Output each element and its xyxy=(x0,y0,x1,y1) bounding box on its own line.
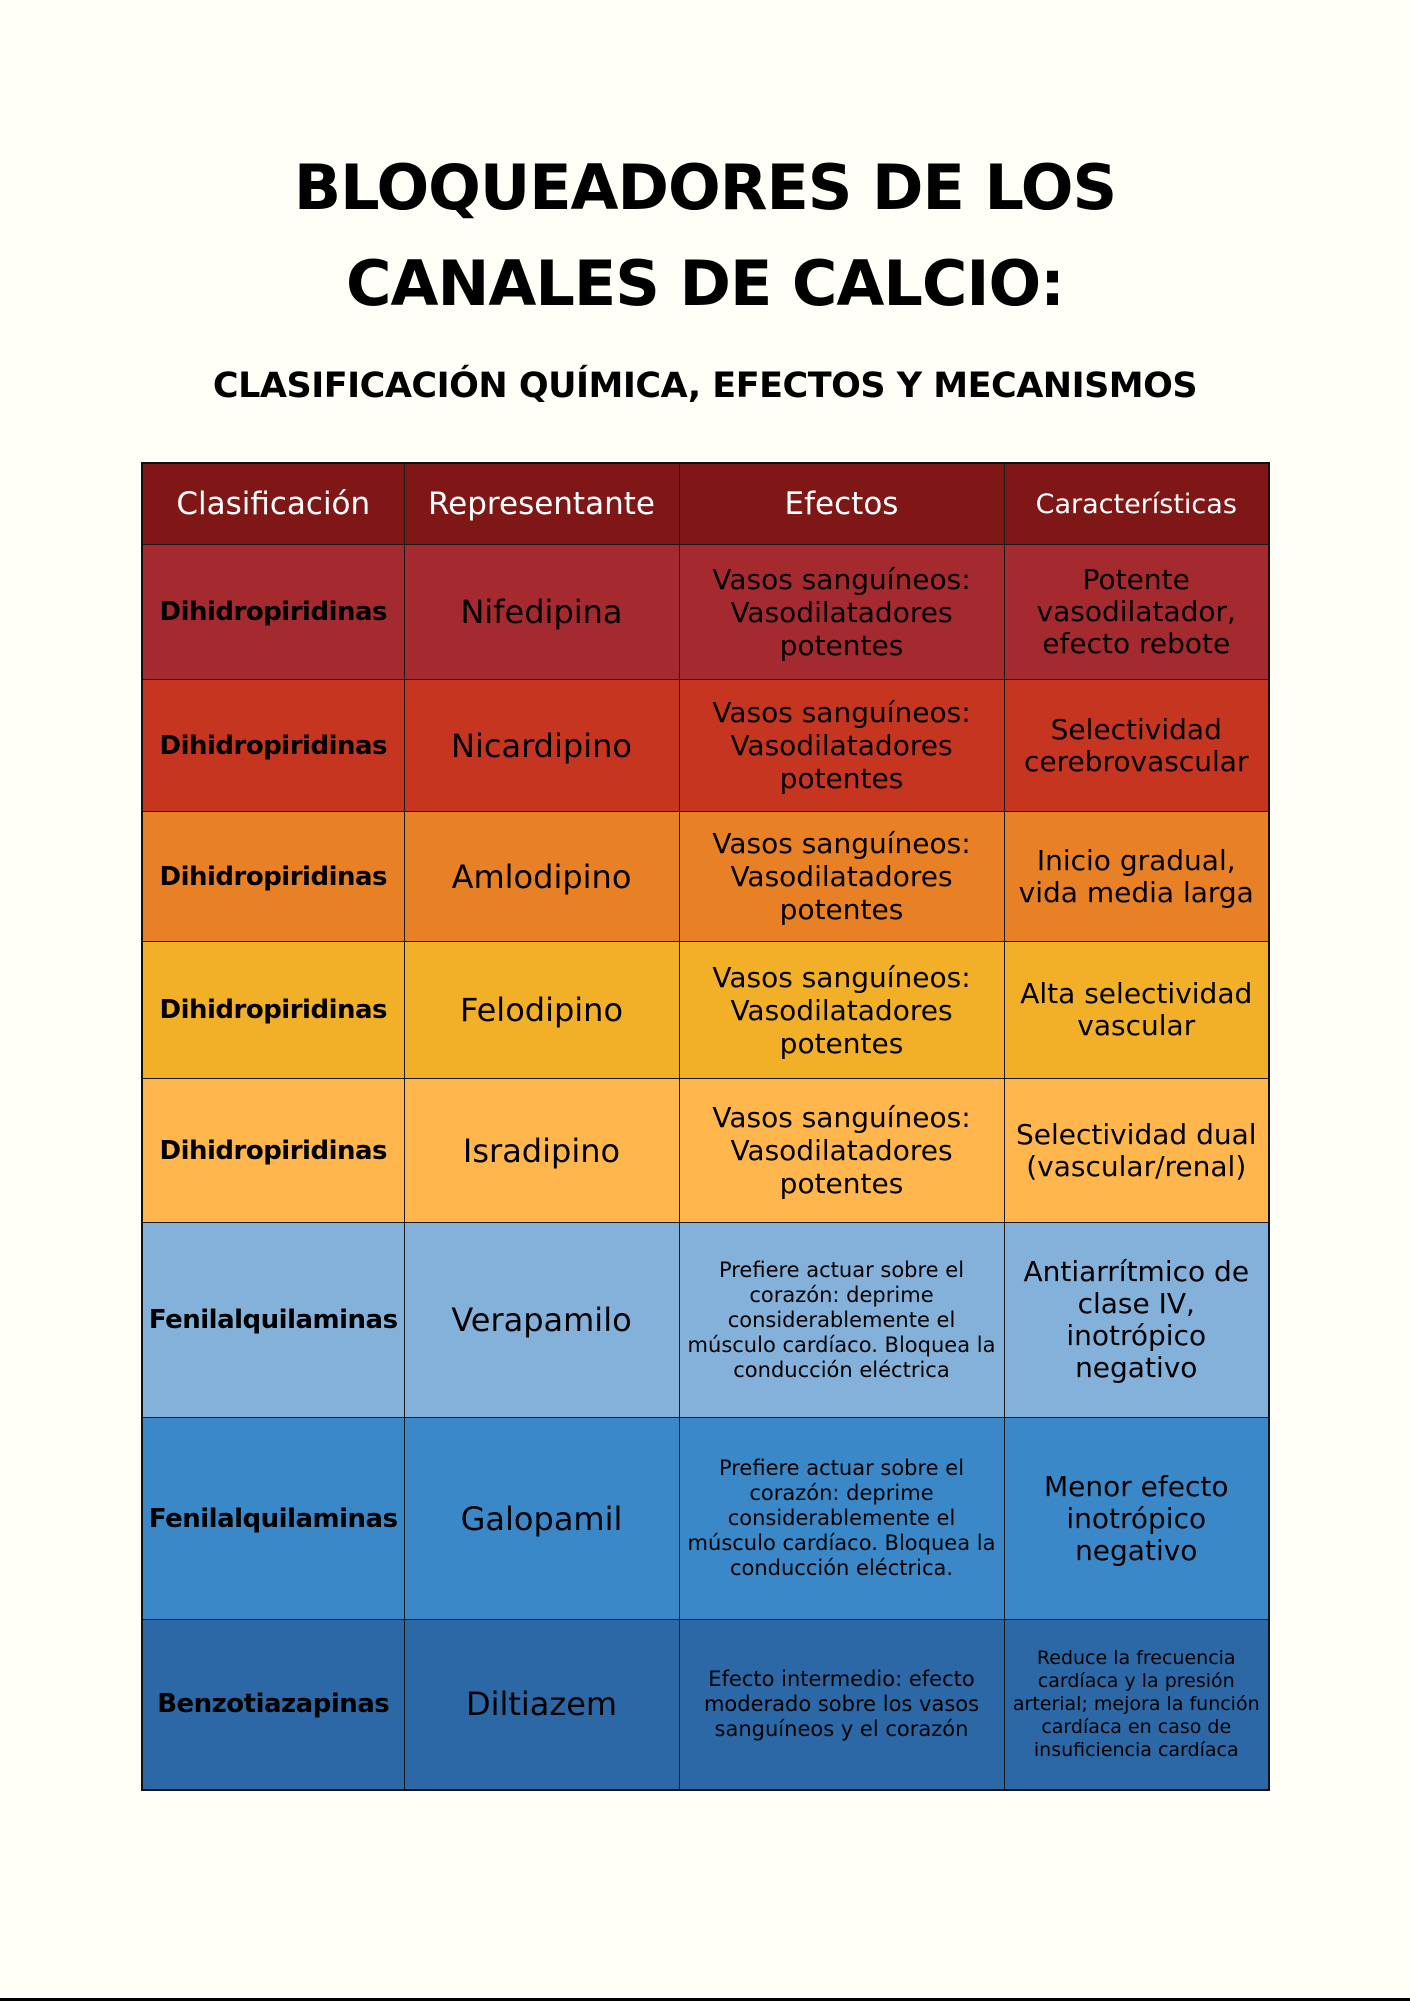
efectos-cell: Prefiere actuar sobre el corazón: deprime considerablemente el músculo cardíaco. Bloquea la conducción eléctrica. xyxy=(679,1418,1004,1620)
representante-cell: Nifedipina xyxy=(404,545,679,680)
clasificacion-cell: Dihidropiridinas xyxy=(142,812,404,942)
caracteristicas-cell: Selectividad dual (vascular/renal) xyxy=(1004,1079,1269,1223)
header-representante: Representante xyxy=(404,463,679,545)
representante-cell: Amlodipino xyxy=(404,812,679,942)
clasificacion-cell: Benzotiazapinas xyxy=(142,1620,404,1790)
representante-cell: Verapamilo xyxy=(404,1223,679,1418)
representante-cell: Nicardipino xyxy=(404,680,679,812)
header-clasificacion: Clasificación xyxy=(142,463,404,545)
efectos-cell: Vasos sanguíneos: Vasodilatadores potentes xyxy=(679,942,1004,1079)
clasificacion-cell: Dihidropiridinas xyxy=(142,545,404,680)
efectos-cell: Vasos sanguíneos: Vasodilatadores potentes xyxy=(679,812,1004,942)
caracteristicas-cell: Menor efecto inotrópico negativo xyxy=(1004,1418,1269,1620)
representante-cell: Diltiazem xyxy=(404,1620,679,1790)
caracteristicas-cell: Reduce la frecuencia cardíaca y la presión arterial; mejora la función cardíaca en caso de insuficiencia cardíaca xyxy=(1004,1620,1269,1790)
table-row xyxy=(142,942,1269,1079)
caracteristicas-cell: Potente vasodilatador, efecto rebote xyxy=(1004,545,1269,680)
calcium-channel-blockers-table xyxy=(141,462,1270,1791)
clasificacion-cell: Fenilalquilaminas xyxy=(142,1418,404,1620)
table-row xyxy=(142,1223,1269,1418)
representante-cell: Felodipino xyxy=(404,942,679,1079)
title-line-2: CANALES DE CALCIO: xyxy=(346,247,1064,320)
table-row xyxy=(142,1620,1269,1790)
page-title xyxy=(0,140,1410,332)
caracteristicas-cell: Alta selectividad vascular xyxy=(1004,942,1269,1079)
table-row xyxy=(142,680,1269,812)
caracteristicas-cell: Selectividad cerebrovascular xyxy=(1004,680,1269,812)
table-row xyxy=(142,545,1269,680)
caracteristicas-cell: Antiarrítmico de clase IV, inotrópico negativo xyxy=(1004,1223,1269,1418)
clasificacion-cell: Dihidropiridinas xyxy=(142,680,404,812)
clasificacion-cell: Dihidropiridinas xyxy=(142,942,404,1079)
efectos-cell: Vasos sanguíneos: Vasodilatadores potentes xyxy=(679,680,1004,812)
page-subtitle: CLASIFICACIÓN QUÍMICA, EFECTOS Y MECANISMOS xyxy=(212,366,1198,406)
table-row xyxy=(142,812,1269,942)
table-header-row xyxy=(142,463,1269,545)
efectos-cell: Efecto intermedio: efecto moderado sobre los vasos sanguíneos y el corazón xyxy=(679,1620,1004,1790)
table-row xyxy=(142,1418,1269,1620)
representante-cell: Galopamil xyxy=(404,1418,679,1620)
clasificacion-cell: Fenilalquilaminas xyxy=(142,1223,404,1418)
representante-cell: Isradipino xyxy=(404,1079,679,1223)
title-line-1: BLOQUEADORES DE LOS xyxy=(293,151,1117,224)
table-row xyxy=(142,1079,1269,1223)
efectos-cell: Prefiere actuar sobre el corazón: deprime considerablemente el músculo cardíaco. Bloquea la conducción eléctrica xyxy=(679,1223,1004,1418)
efectos-cell: Vasos sanguíneos: Vasodilatadores potentes xyxy=(679,1079,1004,1223)
header-caracteristicas: Características xyxy=(1004,463,1269,545)
caracteristicas-cell: Inicio gradual, vida media larga xyxy=(1004,812,1269,942)
clasificacion-cell: Dihidropiridinas xyxy=(142,1079,404,1223)
efectos-cell: Vasos sanguíneos: Vasodilatadores potentes xyxy=(679,545,1004,680)
header-efectos: Efectos xyxy=(679,463,1004,545)
